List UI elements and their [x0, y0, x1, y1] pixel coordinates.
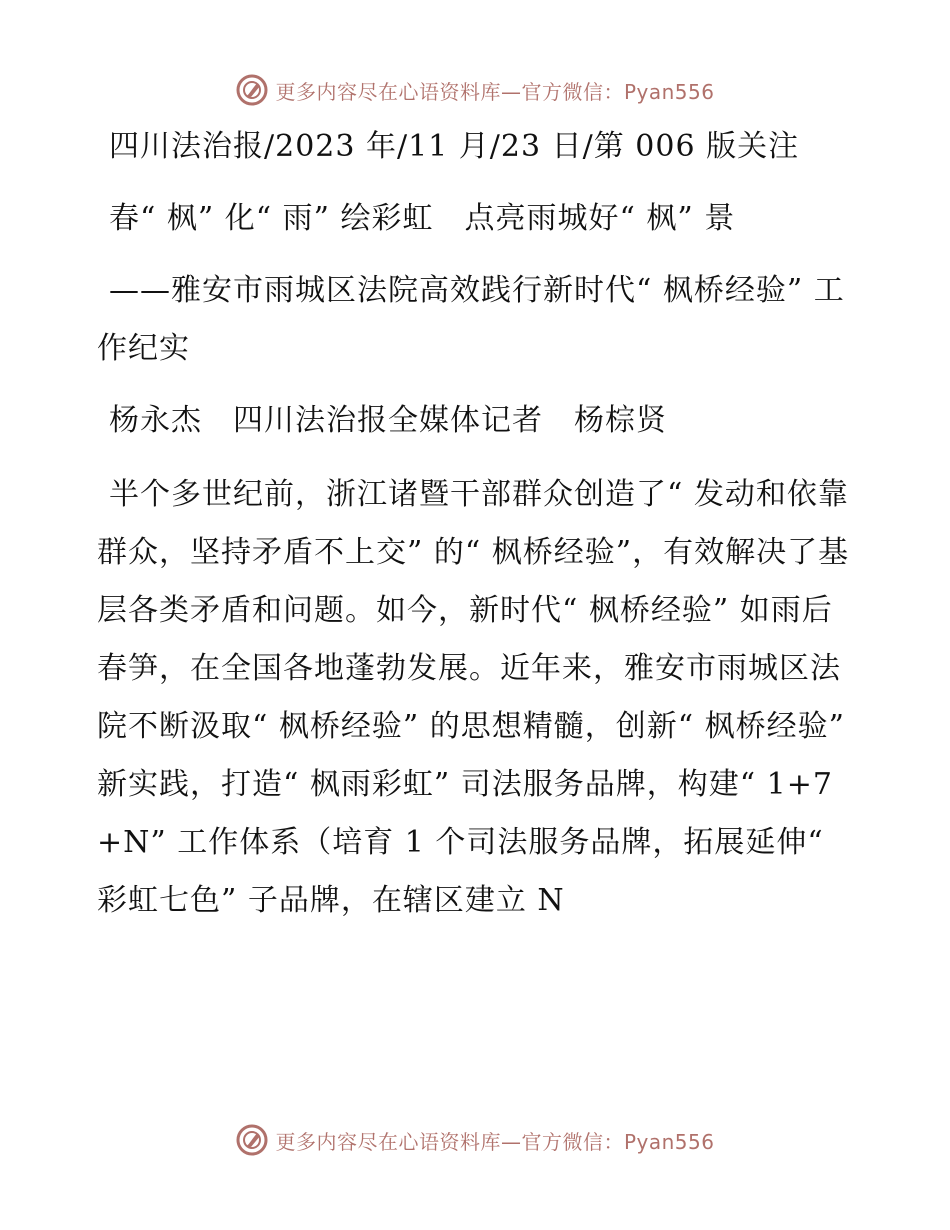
pen-nib-seal-icon	[235, 1123, 269, 1157]
watermark-text: 更多内容尽在心语资料库—官方微信：Pyan556	[275, 1129, 715, 1154]
watermark-header	[0, 70, 950, 110]
header-line: 四川法治报/2023 年/11 月/23 日/第 006 版关注	[109, 129, 800, 164]
article-title: 春“ 枫” 化“ 雨” 绘彩虹 点亮雨城好“ 枫” 景	[109, 201, 736, 236]
article-content	[97, 118, 857, 930]
article-subtitle: ——雅安市雨城区法院高效践行新时代“ 枫桥经验” 工作纪实	[97, 273, 845, 366]
watermark-footer	[0, 1120, 950, 1160]
watermark-text: 更多内容尽在心语资料库—官方微信：Pyan556	[275, 79, 715, 104]
pen-nib-seal-icon	[235, 73, 269, 107]
article-byline: 杨永杰 四川法治报全媒体记者 杨棕贤	[109, 403, 667, 438]
article-body: 半个多世纪前，浙江诸暨干部群众创造了“ 发动和依靠群众，坚持矛盾不上交” 的“ 枫桥经验”，有效解决了基层各类矛盾和问题。如今，新时代“ 枫桥经验” 如雨后春笋，在全国各地蓬勃发展。近年来，雅安市雨城区法院不断汲取“ 枫桥经验” 的思想精髓，创新“ 枫桥经验” 新实践，打造“ 枫雨彩虹” 司法服务品牌，构建“ 1+7+N” 工作体系（培育 1 个司法服务品牌，拓展延伸“ 彩虹七色” 子品牌，在辖区建立 N	[97, 477, 850, 918]
